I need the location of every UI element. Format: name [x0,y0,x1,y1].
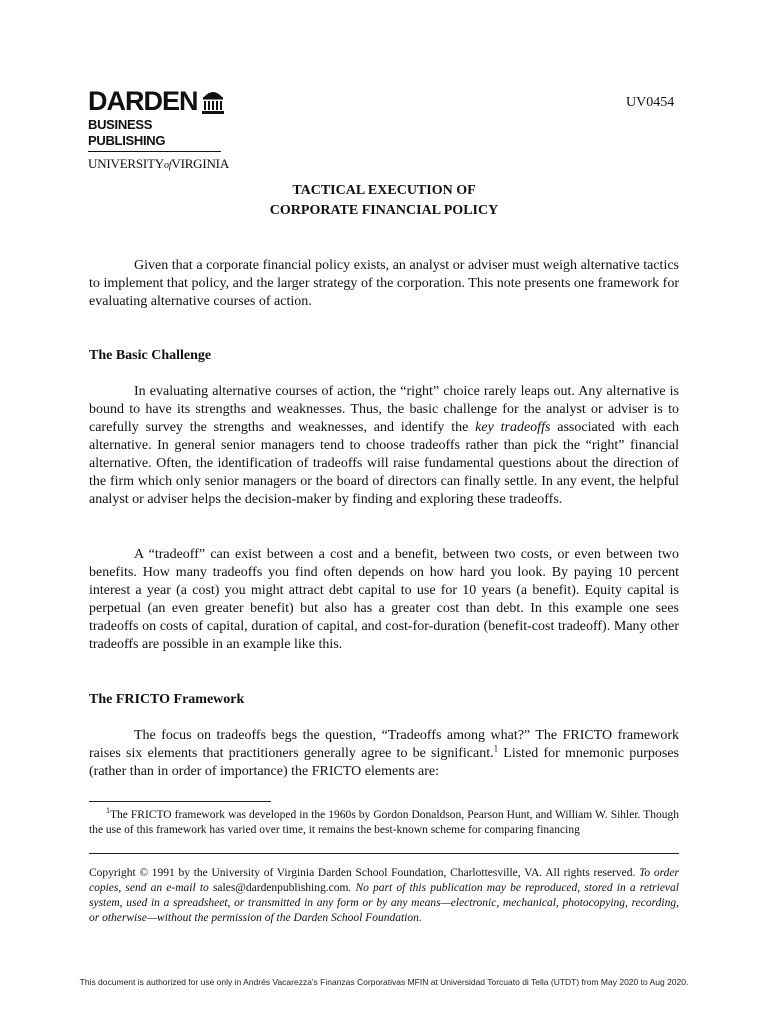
logo-subtitle: BUSINESS PUBLISHING [88,117,166,148]
rotunda-icon [201,87,225,115]
footnote-divider [89,801,271,802]
copyright-divider [89,853,679,854]
logo-university: UNIVERSITYofVIRGINIA [88,156,230,171]
copyright-notice: Copyright © 1991 by the University of Virginia Darden School Foundation, Charlottesville, VA. All rights reserved. To order copies, send an e-mail to sales@dardenpublishing.com. No part of this publication may be reproduced, stored in a retrieval system, used in a spreadsheet, or transmitted in any form or by any means—electronic, mechanical, photocopying, recording, or otherwise—without the permission of the Darden School Foundation. [89,867,679,924]
intro-paragraph: Given that a corporate financial policy exists, an analyst or adviser must weigh alternative tactics to implement that policy, and the larger strategy of the corporation. This note presents one framework for evaluating alternative courses of action. [89,258,679,309]
authorization-notice: This document is authorized for use only in Andrés Vacarezza's Finanzas Corporativas MFIN at Universidad Torcuato di Tella (UTDT) from May 2020 to Aug 2020. [79,977,689,987]
section-heading-basic-challenge: The Basic Challenge [89,348,212,363]
fricto-paragraph: The focus on tradeoffs begs the question, “Tradeoffs among what?” The FRICTO framework raises six elements that practitioners generally agree to be significant.$^1$ Listed for mnemonic purposes (rather than in order of importance) the FRICTO elements are: [89,728,679,779]
darden-logo [88,84,228,175]
logo-name: DARDEN [88,86,198,116]
logo-divider [88,151,221,152]
footnote: $^1$The FRICTO framework was developed in the 1960s by Gordon Donaldson, Pearson Hunt, and William W. Sihler. Though the use of this framework has varied over time, it remains the best-known scheme for comparing financing [89,806,679,836]
basic-challenge-paragraph-1: In evaluating alternative courses of action, the “right” choice rarely leaps out. Any alternative is bound to have its strengths and weaknesses. Thus, the basic challenge for the analyst or adviser is to carefully survey the strengths and weaknesses, and identify the key tradeoffs associated with each alternative. In general senior managers tend to choose tradeoffs rather than pick the “right” financial alternative. Often, the identification of tradeoffs will raise fundamental questions about the direction of the firm which only senior managers or the board of directors can finally settle. In any event, the helpful analyst or adviser helps the decision-maker by finding and exploring these tradeoffs. [89,384,679,507]
case-id: UV0454 [626,95,675,110]
section-heading-fricto: The FRICTO Framework [89,692,245,707]
order-email: sales@dardenpublishing.com [212,882,349,894]
document-title: TACTICAL EXECUTION OF CORPORATE FINANCIAL POLICY [269,183,499,218]
footnote-reference: 1 [493,743,499,754]
basic-challenge-paragraph-2: A “tradeoff” can exist between a cost and a benefit, between two costs, or even between two benefits. How many tradeoffs you find often depends on how hard you look. By paying 10 percent interest a year (a cost) you might attract debt capital to use for 10 years (a benefit). Equity capital is perpetual (an even greater benefit) but also has a greater cost than debt. In this example one sees tradeoffs on costs of capital, duration of capital, and cost-for-duration (benefit-cost tradeoff). Many other tradeoffs are possible in an example like this. [89,547,679,652]
